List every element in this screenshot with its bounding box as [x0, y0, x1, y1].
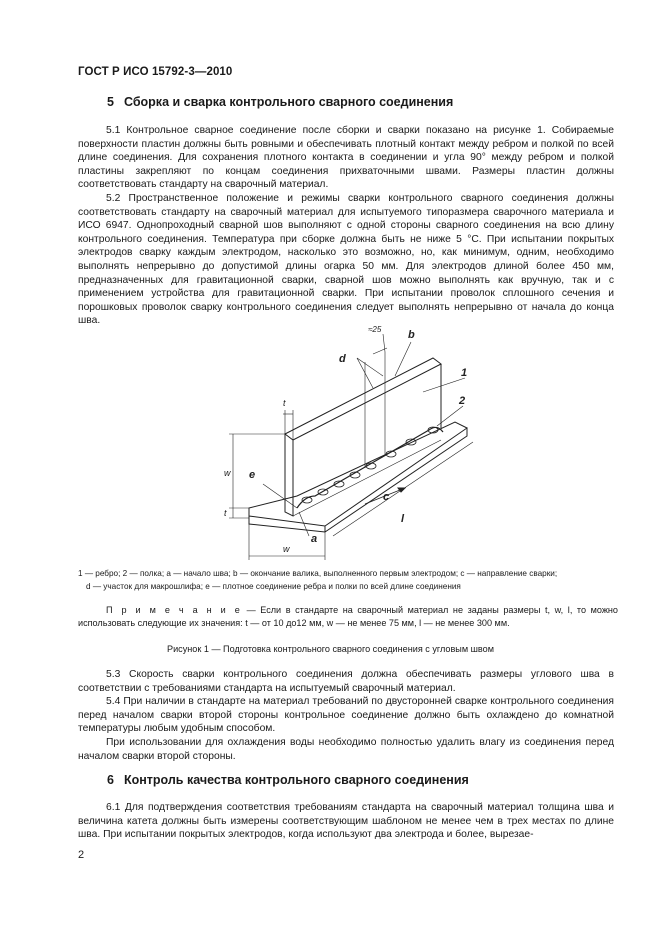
section-title: Контроль качества контрольного сварного соединения: [123, 773, 469, 787]
paragraph-5-1: 5.1 Контрольное сварное соединение после сборки и сварки показано на рисунке 1. Собираемые поверхности пластин должны быть ровными и обеспечивать плотный контакт между ребром и полкой по всей длине соединения. Для сохранения плотного контакта в соединении и угла 90° между ребром и полкой пластины закрепляют по концам соединения прихваточными швами. Размеры пластин должны соответствовать стандарту на сварочный материал.: [78, 125, 614, 191]
label-e: e: [249, 469, 256, 481]
dim-approx-25: ≈25: [368, 325, 382, 334]
label-w-bottom: w: [283, 544, 290, 554]
document-header: ГОСТ Р ИСО 15792-3—2010: [78, 66, 233, 78]
label-b: b: [408, 329, 415, 341]
label-a: a: [311, 533, 318, 545]
label-l: l: [401, 513, 405, 525]
figure-legend: [78, 568, 618, 593]
weld-bead: [297, 427, 443, 508]
paragraph-6-1: 6.1 Для подтверждения соответствия требованиям стандарта на сварочный материал толщина шва и величина катета должны быть измерены соответствующим шаблоном не менее чем в трех местах по длине шва. При испытании покрытых электродов, когда используют два электрода и более, вырезае-: [78, 802, 614, 841]
label-2: 2: [459, 395, 466, 407]
section-5-continued: [78, 668, 614, 763]
paragraph-5-4-cont: При использовании для охлаждения воды необходимо полностью удалить влагу из соединения перед началом сварки второй стороны.: [78, 736, 614, 762]
rib-plate: [285, 358, 441, 440]
section-number: 5: [107, 95, 114, 109]
figure-1-drawing: [215, 318, 485, 564]
legend-line-1: 1 — ребро; 2 — полка; a — начало шва; b — окончание валика, выполненного первым электродом; c — направление сварки;: [78, 569, 558, 578]
legend-line-2: d — участок для макрошлифа; e — плотное соединение ребра и полки по всей длине соединения: [86, 581, 461, 591]
paragraph-5-2: 5.2 Пространственное положение и режимы сварки контрольного сварного соединения должны соответствовать стандарту на сварочный материал для испытуемого типоразмера сварочного материала и ИСО 6947. Однопроходный сварной шов выполняют с одной стороны сварного соединения на всю длину контрольного соединения. Температура при сборке должна быть не ниже 5 °С. При испытании покрытых электродов сварку каждым электродом, насколько это возможно, но, как минимум, одним, необходимо выполнять непрерывно до допустимой длины огарка 50 мм. Для электродов длиной более 450 мм, предназначенных для гравитационной сварки, сварной шов можно выполнять как вручную, так и с применением устройства для гравитационной сварки. При испытании проволок сплошного сечения и порошковых проволок сварку контрольного соединения следует выполнять непрерывно от начала до конца шва.: [78, 192, 614, 327]
note-label: П р и м е ч а н и е: [106, 605, 242, 615]
label-c: c: [383, 491, 390, 503]
figure-note: [78, 604, 618, 630]
label-d: d: [339, 353, 346, 365]
section-title: Сборка и сварка контрольного сварного соединения: [123, 95, 454, 109]
flange-plate: [249, 422, 467, 526]
note-text: — Если в стандарте на сварочный материал не заданы размеры t, w, l, то можно использовать следующие их значения: t — от 10 до12 мм, w — не менее 75 мм, l — не менее 300 мм.: [78, 605, 618, 628]
section-6-heading: [107, 773, 469, 787]
figure-title: Рисунок 1 — Подготовка контрольного сварного соединения с угловым швом: [167, 644, 494, 654]
label-t-top: t: [283, 398, 286, 408]
label-t-left: t: [224, 508, 227, 518]
paragraph-5-4: 5.4 При наличии в стандарте на материал требований по двусторонней сварке контрольного соединения перед началом сварки второй стороны контрольное соединение должно быть охлаждено до комнатной температуры любым удобным способом.: [78, 696, 614, 735]
section-5-heading: [107, 95, 453, 109]
label-w-left: w: [224, 468, 231, 478]
label-1: 1: [461, 367, 468, 379]
section-number: 6: [107, 773, 114, 787]
section-5-body: [78, 124, 614, 328]
paragraph-5-3: 5.3 Скорость сварки контрольного соединения должна обеспечивать размеры углового шва в соответствии с требованиями стандарта на испытуемый сварочный материал.: [78, 669, 614, 694]
section-6-body: [78, 801, 614, 842]
page-number: 2: [78, 849, 85, 861]
